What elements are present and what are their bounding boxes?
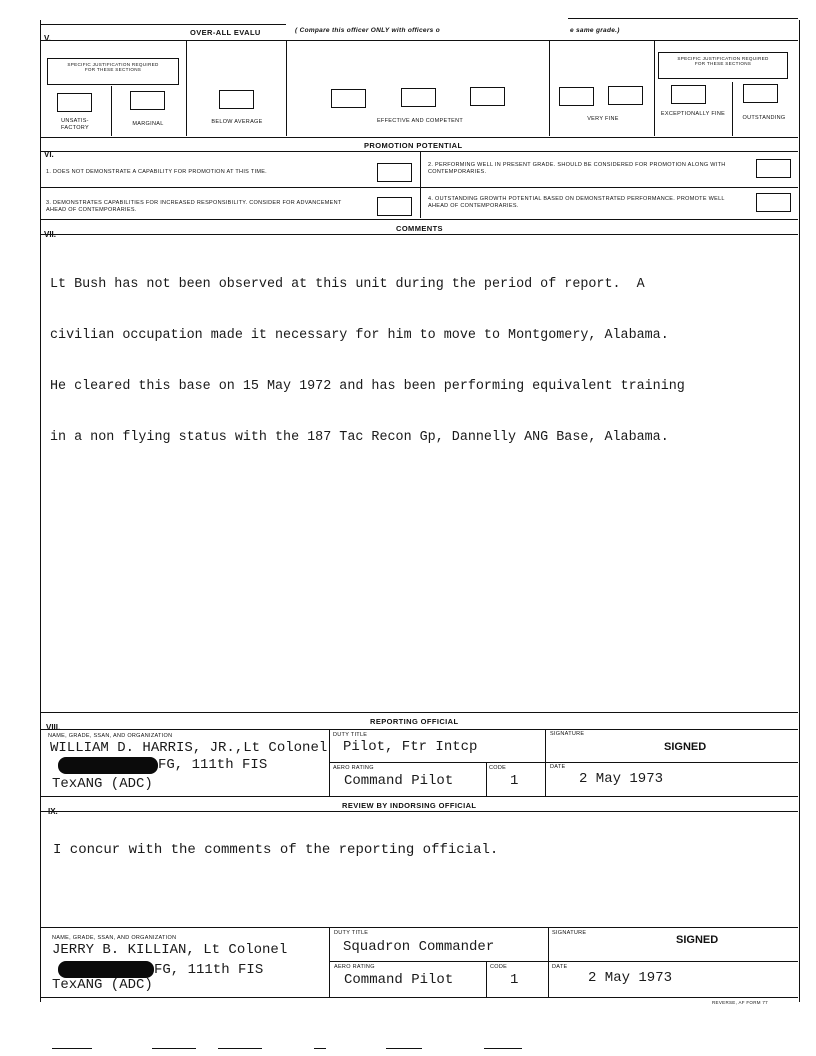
category-outstanding: OUTSTANDING [742,115,786,121]
indorsing-code: 1 [510,972,519,988]
left-justification-box [47,58,179,85]
indorsing-aero-rating: Command Pilot [344,972,454,988]
section-viii-title: REPORTING OFFICIAL [370,717,459,726]
rating-box-effective-2[interactable] [401,88,436,107]
section-v-title: OVER-ALL EVALU [190,28,261,37]
reporting-signature: SIGNED [664,741,707,753]
reporting-code-label: CODE [489,765,507,771]
rating-box-very-fine-1[interactable] [559,87,594,106]
promotion-option-2: 2. PERFORMING WELL IN PRESENT GRADE. SHOULD BE CONSIDERED FOR PROMOTION ALONG WITH CONTEMPORARIES. [428,162,726,175]
rating-box-unsatisfactory[interactable] [57,93,92,112]
comment-line: He cleared this base on 15 May 1972 and has been performing equivalent training [50,379,685,394]
redaction-bar [58,757,158,774]
comment-line: in a non flying status with the 187 Tac Recon Gp, Dannelly ANG Base, Alabama. [50,430,669,445]
indorsing-aero-label: AERO RATING [334,964,375,970]
indorsing-duty-label: DUTY TITLE [334,930,369,936]
indorsing-name: JERRY B. KILLIAN, Lt Colonel [52,942,288,958]
section-ix-title: REVIEW BY INDORSING OFFICIAL [342,801,477,810]
indorsing-org: FG, 111th FIS [154,962,264,978]
right-justification-label: SPECIFIC JUSTIFICATION REQUIRED FOR THESE SECTIONS [677,56,769,67]
promotion-option-4: 4. OUTSTANDING GROWTH POTENTIAL BASED ON DEMONSTRATED PERFORMANCE. PROMOTE WELL AHEAD OF CONTEMPORARIES. [428,196,725,209]
reporting-duty-title: Pilot, Ftr Intcp [343,739,478,755]
rating-box-very-fine-2[interactable] [608,86,643,105]
rating-box-below-average[interactable] [219,90,254,109]
indorsing-code-label: CODE [490,964,508,970]
reporting-date-label: DATE [550,764,566,770]
left-justification-label: SPECIFIC JUSTIFICATION REQUIRED FOR THESE SECTIONS [67,62,159,73]
comments-text [50,242,685,480]
promotion-box-3[interactable] [377,197,412,216]
indorsing-duty-title: Squadron Commander [343,939,495,955]
section-v-number: V. [44,34,51,43]
category-very-fine: VERY FINE [587,116,619,122]
reporting-org: FG, 111th FIS [158,757,268,773]
promotion-box-1[interactable] [377,163,412,182]
category-below-average: BELOW AVERAGE [211,119,263,125]
section-vi-number: VI. [44,150,54,159]
indorsing-date: 2 May 1973 [588,970,673,986]
indorsing-signature-label: SIGNATURE [552,930,587,936]
comment-line: Lt Bush has not been observed at this unit during the period of report. A [50,277,645,292]
reporting-aero-label: AERO RATING [333,765,374,771]
section-v-note-end: e same grade.) [570,27,620,34]
category-unsatisfactory: UNSATIS-FACTORY [61,118,89,131]
rating-box-exceptionally-fine[interactable] [671,85,706,104]
reporting-name: WILLIAM D. HARRIS, JR.,Lt Colonel [50,740,328,756]
form-number: REVERSE, AF FORM 77 [712,1000,768,1005]
reporting-unit: TexANG (ADC) [52,776,153,792]
rating-box-effective-1[interactable] [331,89,366,108]
indorsing-name-label: NAME, GRADE, SSAN, AND ORGANIZATION [52,935,177,941]
section-v-note: ( Compare this officer ONLY with officers o [295,27,440,34]
section-viii-number: VIII. [46,723,61,732]
rating-box-marginal[interactable] [130,91,165,110]
section-vi-title: PROMOTION POTENTIAL [364,141,463,150]
reporting-code: 1 [510,773,519,789]
indorsing-comment: I concur with the comments of the reporting official. [53,842,499,858]
promotion-option-3: 3. DEMONSTRATES CAPABILITIES FOR INCREASED RESPONSIBILITY. CONSIDER FOR ADVANCEMENT AHEAD OF CONTEMPORARIES. [46,200,342,213]
promotion-box-4[interactable] [756,193,791,212]
indorsing-signature: SIGNED [676,934,719,946]
comment-line: civilian occupation made it necessary for him to move to Montgomery, Alabama. [50,328,669,343]
indorsing-unit: TexANG (ADC) [52,977,153,993]
category-effective-competent: EFFECTIVE AND COMPETENT [376,118,464,124]
reporting-signature-label: SIGNATURE [550,731,585,737]
reporting-date: 2 May 1973 [579,771,664,787]
reporting-aero-rating: Command Pilot [344,773,454,789]
redaction-bar [58,961,154,978]
reporting-name-label: NAME, GRADE, SSAN, AND ORGANIZATION [48,733,173,739]
section-vii-title: COMMENTS [396,224,443,233]
rating-box-outstanding[interactable] [743,84,778,103]
category-marginal: MARGINAL [132,121,164,127]
section-vii-number: VII. [44,230,57,239]
reporting-duty-label: DUTY TITLE [333,732,368,738]
promotion-box-2[interactable] [756,159,791,178]
promotion-option-1: 1. DOES NOT DEMONSTRATE A CAPABILITY FOR PROMOTION AT THIS TIME. [46,169,268,175]
right-justification-box [658,52,788,79]
category-exceptionally-fine: EXCEPTIONALLY FINE [660,111,726,117]
rating-box-effective-3[interactable] [470,87,505,106]
indorsing-date-label: DATE [552,964,568,970]
section-ix-number: IX. [48,807,58,816]
